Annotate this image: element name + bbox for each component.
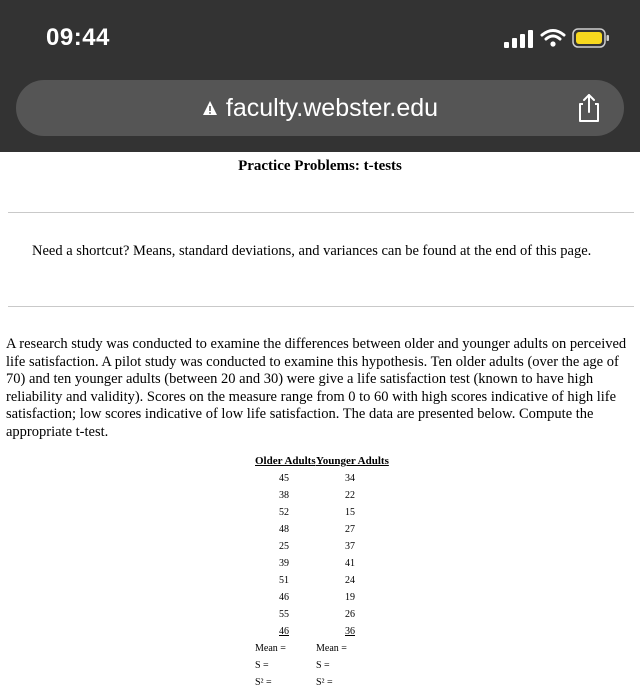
divider (8, 306, 634, 307)
url-text: faculty.webster.edu (225, 93, 439, 122)
younger-mean-label: Mean = (316, 643, 347, 654)
younger-adults-value: 22 (345, 490, 355, 501)
older-adults-value: 25 (279, 541, 289, 552)
battery-icon (572, 27, 610, 49)
older-variance-label: S² = (255, 677, 272, 688)
older-adults-value: 55 (279, 609, 289, 620)
older-adults-value: 48 (279, 524, 289, 535)
older-adults-value: 52 (279, 507, 289, 518)
younger-adults-value: 15 (345, 507, 355, 518)
younger-variance-label: S² = (316, 677, 333, 688)
younger-adults-value: 36 (345, 626, 355, 637)
younger-s-label: S = (316, 660, 330, 671)
older-adults-value: 45 (279, 473, 289, 484)
younger-adults-value: 34 (345, 473, 355, 484)
older-s-label: S = (255, 660, 269, 671)
problem-text: A research study was conducted to examine the differences between older and younger adults on perceived life satisfaction. A pilot study was conducted to examine this hypothesis. Ten older adults (over the age of 70) and ten younger adults (between 20 and 30) were give a life satisfaction test (known to have high reliability and validity). Scores on the measure range from 0 to 60 with high scores indicative of high life satisfaction; low scores indicative of low life satisfaction. The data are presented below. Compute the appropriate t-test. (6, 336, 627, 440)
share-icon[interactable] (576, 93, 602, 123)
younger-adults-value: 37 (345, 541, 355, 552)
browser-top-bar (0, 0, 640, 152)
status-time: 09:44 (46, 24, 110, 51)
younger-adults-value: 19 (345, 592, 355, 603)
shortcut-note: Need a shortcut? Means, standard deviations, and variances can be found at the end of this page. (32, 243, 592, 259)
older-adults-value: 46 (279, 592, 289, 603)
younger-adults-header: Younger Adults (316, 455, 389, 467)
older-adults-value: 46 (279, 626, 289, 637)
older-mean-label: Mean = (255, 643, 286, 654)
address-bar[interactable] (16, 80, 624, 136)
younger-adults-value: 26 (345, 609, 355, 620)
page-title: Practice Problems: t-tests (238, 158, 402, 174)
older-adults-header: Older Adults (255, 455, 316, 467)
younger-adults-value: 24 (345, 575, 355, 586)
signal-icon (504, 30, 534, 48)
warning-icon (202, 100, 218, 116)
older-adults-value: 38 (279, 490, 289, 501)
wifi-icon (540, 28, 566, 48)
divider (8, 212, 634, 213)
older-adults-value: 39 (279, 558, 289, 569)
younger-adults-value: 27 (345, 524, 355, 535)
younger-adults-value: 41 (345, 558, 355, 569)
older-adults-value: 51 (279, 575, 289, 586)
